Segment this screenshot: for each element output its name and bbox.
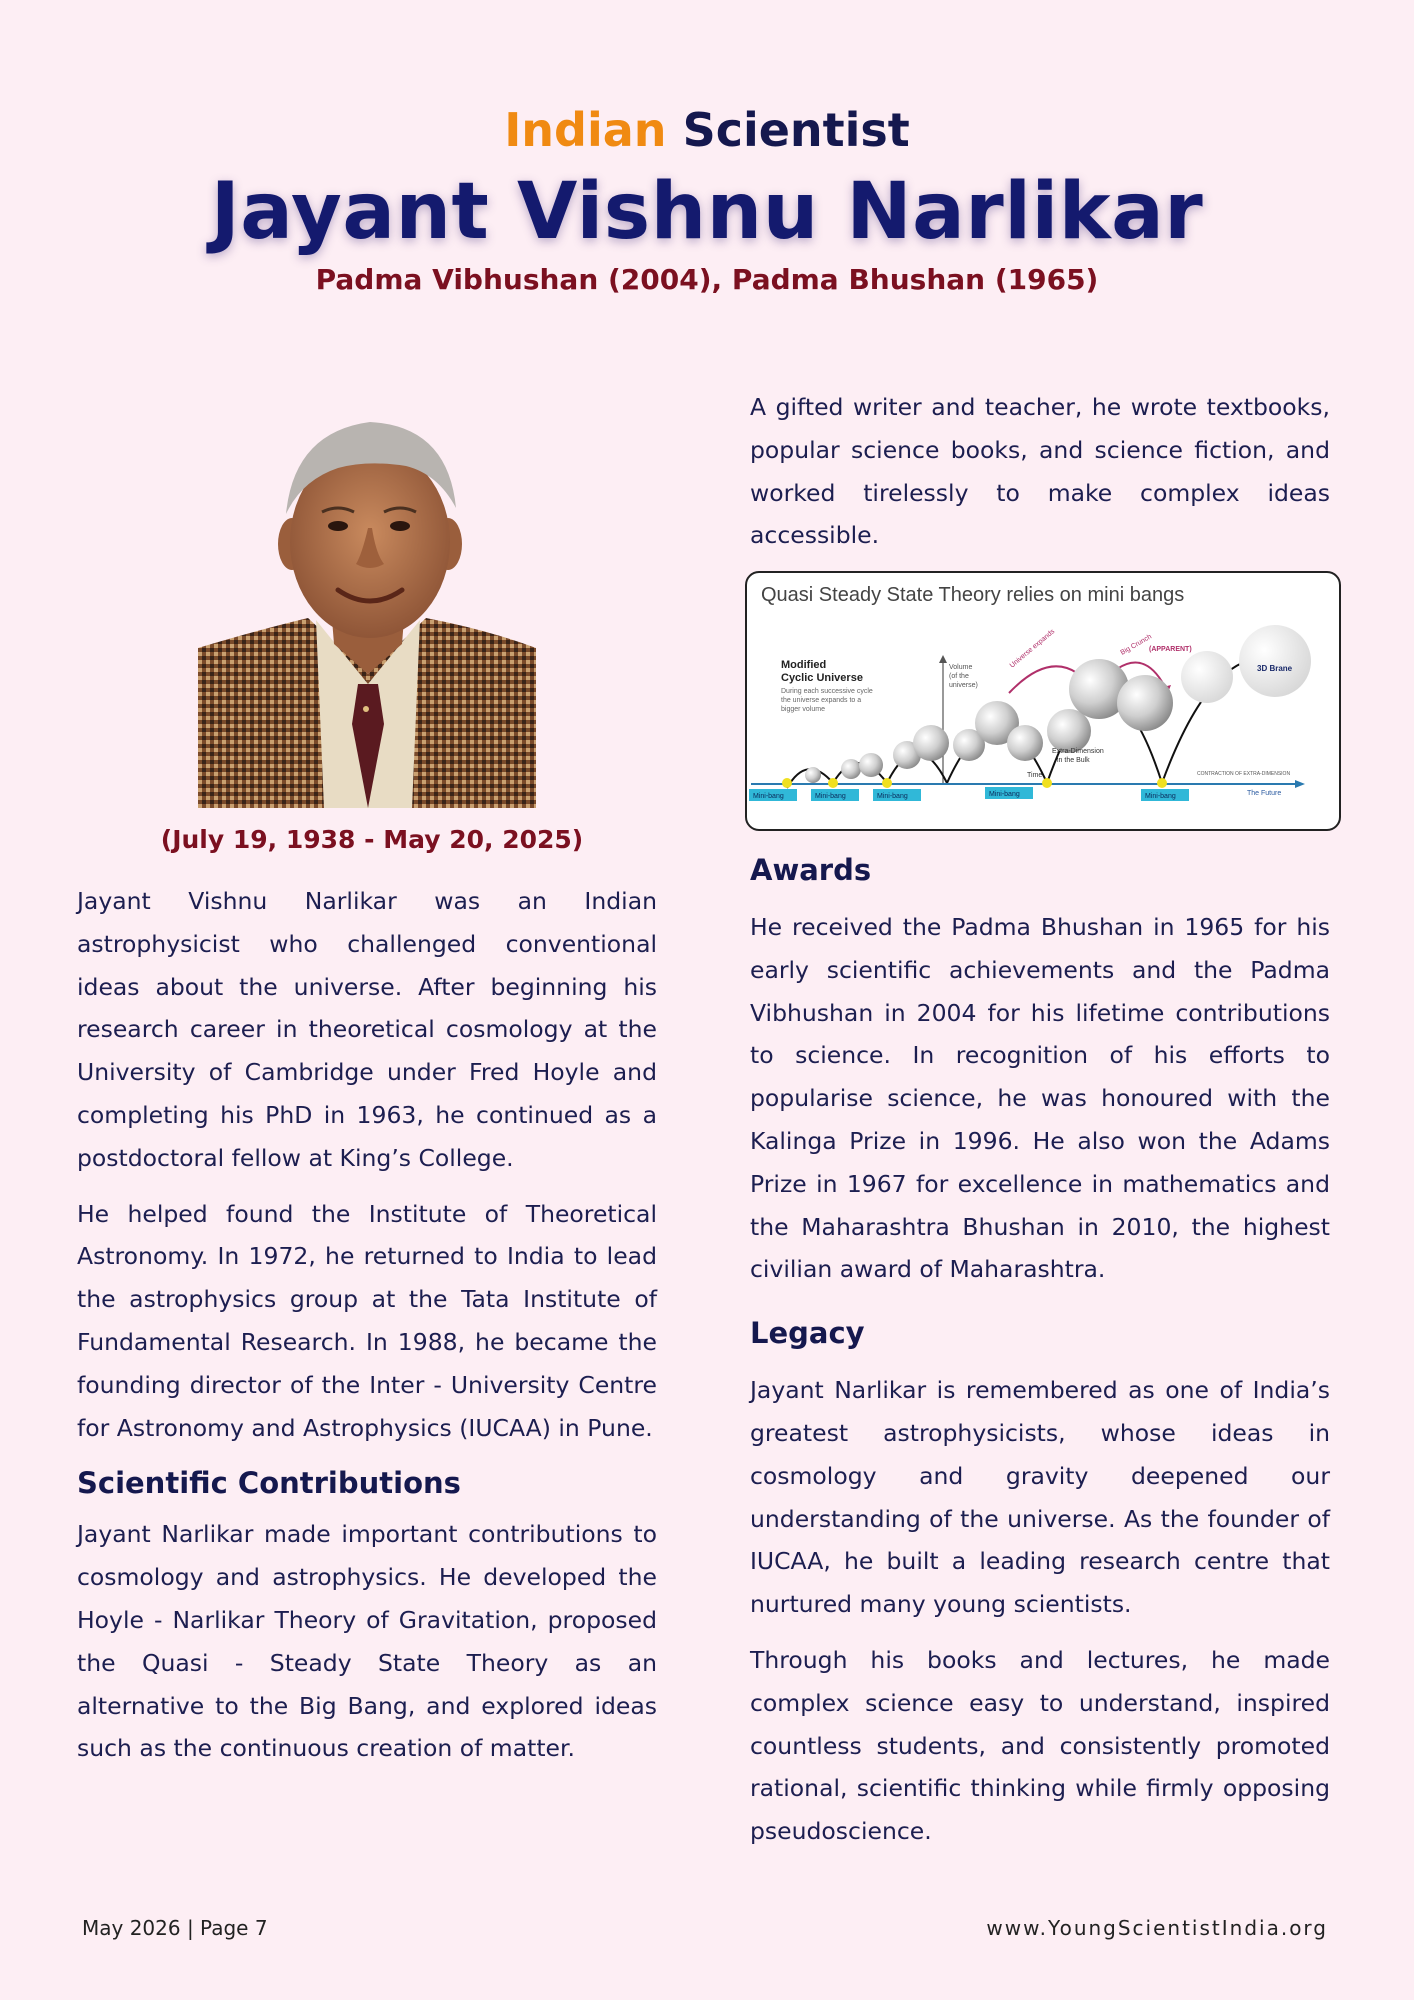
legacy-heading: Legacy [750, 1316, 865, 1351]
volume-label-1: Volume [949, 664, 973, 671]
mini-bang-marker [985, 778, 1052, 799]
writer-paragraph: A gifted writer and teacher, he wrote textbooks, popular science books, and science fiction, and worked tirelessly to make complex ideas accessible. [750, 393, 1330, 550]
extra-dimension-label-2: in the Bulk [1057, 757, 1090, 764]
life-dates: (July 19, 1938 - May 20, 2025) [160, 825, 584, 854]
intro-paragraph: Jayant Vishnu Narlikar was an Indian astrophysicist who challenged conventional ideas about the universe. After beginning his research career in theoretical cosmology at the University of Cambridge under Fred Hoyle and completing his PhD in 1963, he continued as a postdoctoral fellow at King’s College. [77, 887, 657, 1172]
kicker [0, 100, 1414, 160]
cyclic-desc-2: the universe expands to a [781, 697, 862, 704]
svg-text:Mini-bang: Mini-bang [989, 791, 1020, 798]
apparent-label: (APPARENT) [1149, 646, 1192, 653]
footer-website[interactable]: www.YoungScientistIndia.org [986, 1916, 1328, 1940]
career-paragraph: He helped found the Institute of Theoretical Astronomy. In 1972, he returned to India to lead the astrophysics group at the Tata Institute of Fundamental Research. In 1988, he became the founding director of the Inter - University Centre for Astronomy and Astrophysics (IUCAA) in Pune. [77, 1199, 657, 1442]
left-column [77, 880, 657, 1770]
scientist-name: Jayant Vishnu Narlikar [210, 167, 1204, 257]
page-header [0, 100, 1414, 298]
awards-heading: Awards [750, 853, 872, 887]
awards-paragraph: He received the Padma Bhushan in 1965 for his early scientific achievements and the Padma Vibhushan in 2004 for his lifetime contributions to science. In recognition of his efforts to popularise science, he was honoured with the Kalinga Prize in 1996. He also won the Adams Prize in 1967 for excellence in mathematics and the Maharashtra Bhushan in 2010, the highest civilian award of Maharashtra. [750, 913, 1330, 1284]
cyclic-desc-1: During each successive cycle [781, 688, 873, 695]
volume-label-3: universe) [949, 682, 978, 689]
kicker-scientist: Scientist [682, 103, 910, 157]
future-label: The Future [1247, 790, 1282, 797]
legacy-paragraph-2: Through his books and lectures, he made complex science easy to understand, inspired countless students, and consistently promoted rational, scientific thinking while firmly opposing pseudoscience. [750, 1645, 1330, 1846]
mini-bang-marker [749, 778, 797, 801]
legacy-paragraph-1: Jayant Narlikar is remembered as one of India’s greatest astrophysicists, whose ideas in cosmology and gravity deepened our understanding of the universe. As the founder of IUCAA, he built a leading research centre that nurtured many young scientists. [750, 1376, 1330, 1619]
kicker-indian: Indian [504, 103, 667, 157]
quasi-steady-state-diagram [745, 571, 1341, 831]
honours-subtitle: Padma Vibhushan (2004), Padma Bhushan (1965) [315, 263, 1099, 296]
svg-text:Mini-bang: Mini-bang [753, 793, 784, 800]
brane-label: 3D Brane [1257, 664, 1293, 673]
mini-bang-marker [811, 778, 859, 801]
volume-label-2: (of the [949, 673, 969, 680]
contributions-paragraph: Jayant Narlikar made important contributions to cosmology and astrophysics. He developed the Hoyle - Narlikar Theory of Gravitation, proposed the Quasi - Steady State Theory as an alternative to the Big Bang, and explored ideas such as the continuous creation of matter. [77, 1520, 657, 1763]
right-column-top [750, 386, 1330, 557]
big-crunch-label: Big Crunch [1119, 633, 1153, 657]
extra-dimension-label: Extra-Dimension [1052, 748, 1104, 755]
cyclic-title-2: Cyclic Universe [781, 672, 863, 684]
svg-text:Mini-bang: Mini-bang [877, 793, 908, 800]
mini-bang-marker [873, 778, 921, 801]
svg-text:Mini-bang: Mini-bang [1145, 793, 1176, 800]
time-label: Time [1027, 772, 1043, 779]
right-column-bottom [750, 850, 1330, 1853]
diagram-title: Quasi Steady State Theory relies on mini bangs [761, 584, 1185, 606]
mini-bang-marker [1141, 778, 1189, 801]
contraction-label: CONTRACTION OF EXTRA-DIMENSION [1197, 771, 1291, 777]
cyclic-title: Modified [781, 659, 827, 671]
contributions-heading: Scientific Contributions [77, 1466, 461, 1501]
cyclic-desc-3: bigger volume [781, 706, 825, 713]
svg-text:Mini-bang: Mini-bang [815, 793, 846, 800]
expands-label: Universe expands [1008, 628, 1057, 670]
diagram-graphic [747, 573, 1339, 829]
footer-date-page: May 2026 | Page 7 [82, 1916, 268, 1940]
portrait-photo [198, 404, 536, 808]
